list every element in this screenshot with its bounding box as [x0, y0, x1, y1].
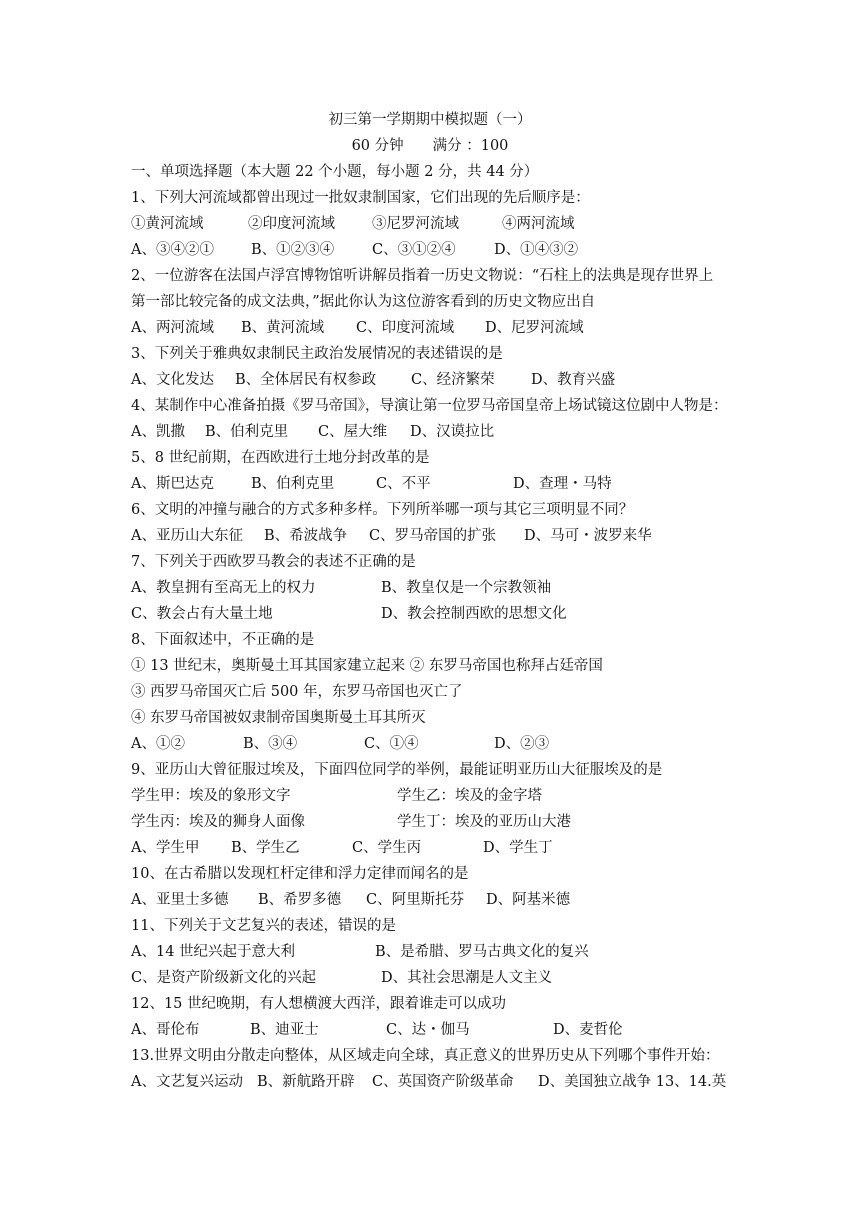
section-heading: 一、单项选择题（本大题 22 个小题，每小题 2 分，共 44 分） [131, 164, 539, 180]
q9-option-a: A、学生甲 [131, 840, 200, 856]
question-11-stem: 11、下列关于文艺复兴的表述，错误的是 [131, 918, 396, 934]
question-5-stem: 5、8 世纪前期，在西欧进行土地分封改革的是 [131, 450, 430, 466]
q3-option-a: A、文化发达 [131, 372, 214, 388]
q9-option-c: C、学生丙 [352, 840, 422, 856]
q4-option-b: B、伯利克里 [205, 424, 289, 440]
q6-option-b: B、希波战争 [264, 528, 348, 544]
question-9-stem: 9、亚历山大曾征服过埃及，下面四位同学的举例，最能证明亚历山大征服埃及的是 [131, 762, 663, 778]
q2-option-d: D、尼罗河流域 [485, 320, 584, 336]
q8-item-line-3: ④ 东罗马帝国被奴隶制帝国奥斯曼土耳其所灭 [131, 710, 426, 726]
q1-item-1: ①黄河流域 [131, 216, 204, 232]
question-6-stem: 6、文明的冲撞与融合的方式多种多样。下列所举哪一项与其它三项明显不同？ [131, 502, 634, 518]
q12-option-a: A、哥伦布 [131, 1022, 200, 1038]
question-7-stem: 7、下列关于西欧罗马教会的表述不正确的是 [131, 554, 416, 570]
q13-option-b: B、新航路开辟 [257, 1074, 355, 1090]
q5-option-b: B、伯利克里 [251, 476, 335, 492]
question-3-stem: 3、下列关于雅典奴隶制民主政治发展情况的表述错误的是 [131, 346, 503, 362]
q2-option-c: C、印度河流域 [356, 320, 455, 336]
q2-option-a: A、两河流域 [131, 320, 214, 336]
q9-item-bing: 学生丙：埃及的狮身人面像 [131, 814, 305, 830]
q5-option-d: D、查理・马特 [513, 476, 612, 492]
q1-option-a: A、③④②① [131, 242, 214, 258]
q9-option-d: D、学生丁 [483, 840, 553, 856]
q5-option-a: A、斯巴达克 [131, 476, 214, 492]
question-13-options [131, 1072, 727, 1192]
q12-option-b: B、迪亚士 [250, 1022, 319, 1038]
q1-option-b: B、①②③④ [251, 242, 335, 258]
q4-option-a: A、凯撒 [131, 424, 185, 440]
q8-option-a: A、①② [131, 736, 185, 752]
q3-option-b: B、全体居民有权参政 [235, 372, 377, 388]
question-2-stem-line-1: 2、一位游客在法国卢浮宫博物馆听讲解员指着一历史文物说：“石柱上的法典是现存世界上 [131, 268, 714, 284]
q1-item-4: ④两河流域 [502, 216, 575, 232]
q11-option-b: B、是希腊、罗马古典文化的复兴 [375, 944, 589, 960]
q10-option-d: D、阿基米德 [486, 892, 571, 908]
q11-option-a: A、14 世纪兴起于意大利 [131, 944, 296, 960]
q7-option-d: D、教会控制西欧的思想文化 [381, 606, 567, 622]
q4-option-d: D、汉谟拉比 [410, 424, 495, 440]
q7-option-c: C、教会占有大量土地 [131, 606, 273, 622]
q11-option-c: C、是资产阶级新文化的兴起 [131, 970, 317, 986]
q8-option-c: C、①④ [364, 736, 419, 752]
q8-option-d: D、②③ [494, 736, 550, 752]
q8-option-b: B、③④ [243, 736, 298, 752]
q1-option-d: D、①④③② [494, 242, 579, 258]
q6-option-d: D、马可・波罗来华 [524, 528, 652, 544]
q2-option-b: B、黄河流域 [241, 320, 325, 336]
q13-option-a: A、文艺复兴运动 [131, 1074, 243, 1090]
q1-item-3: ③尼罗河流域 [372, 216, 459, 232]
q9-item-ding: 学生丁：埃及的亚历山大港 [397, 814, 571, 830]
q6-option-c: C、罗马帝国的扩张 [369, 528, 497, 544]
question-13-stem: 13.世界文明由分散走向整体，从区域走向全球，真正意义的世界历史从下列哪个事件开始： [131, 1048, 720, 1064]
q13-option-c: C、英国资产阶级革命 [372, 1074, 514, 1090]
q1-item-2: ②印度河流域 [248, 216, 335, 232]
exam-meta: 60 分钟 满分 ：100 [351, 138, 509, 154]
q10-option-b: B、希罗多德 [258, 892, 342, 908]
q4-option-c: C、屋大维 [318, 424, 388, 440]
question-4-stem: 4、某制作中心准备拍摄《罗马帝国》，导演让第一位罗马帝国皇帝上场试镜这位剧中人物是： [131, 398, 728, 414]
q10-option-c: C、阿里斯托芬 [366, 892, 465, 908]
q10-option-a: A、亚里士多德 [131, 892, 229, 908]
exam-title: 初三第一学期期中模拟题（一） [328, 112, 532, 128]
q9-item-jia: 学生甲：埃及的象形文字 [131, 788, 291, 804]
q3-option-c: C、经济繁荣 [411, 372, 495, 388]
question-10-stem: 10、在古希腊以发现杠杆定律和浮力定律而闻名的是 [131, 866, 469, 882]
q12-option-c: C、达・伽马 [386, 1022, 470, 1038]
q11-option-d: D、其社会思潮是人文主义 [381, 970, 553, 986]
q9-option-b: B、学生乙 [231, 840, 300, 856]
question-8-stem: 8、下面叙述中，不正确的是 [131, 632, 315, 648]
q8-item-line-2: ③ 西罗马帝国灭亡后 500 年，东罗马帝国也灭亡了 [131, 684, 463, 700]
q3-option-d: D、教育兴盛 [531, 372, 616, 388]
q1-option-c: C、③①②④ [372, 242, 456, 258]
question-12-stem: 12、15 世纪晚期，有人想横渡大西洋，跟着谁走可以成功 [131, 996, 507, 1012]
q7-option-b: B、教皇仅是一个宗教领袖 [381, 580, 552, 596]
q8-item-line-1: ① 13 世纪末，奥斯曼土耳其国家建立起来 ② 东罗马帝国也称拜占廷帝国 [131, 658, 603, 674]
q6-option-a: A、亚历山大东征 [131, 528, 243, 544]
question-1-stem: 1、下列大河流域都曾出现过一批奴隶制国家，它们出现的先后顺序是： [131, 190, 590, 206]
q13-option-d: D、美国独立战争 13、14.英 [538, 1074, 727, 1090]
q9-item-yi: 学生乙：埃及的金字塔 [397, 788, 542, 804]
q7-option-a: A、教皇拥有至高无上的权力 [131, 580, 316, 596]
question-2-stem-line-2: 第一部比较完备的成文法典，”据此你认为这位游客看到的历史文物应出自 [131, 294, 596, 310]
q5-option-c: C、不平 [376, 476, 431, 492]
q12-option-d: D、麦哲伦 [553, 1022, 623, 1038]
